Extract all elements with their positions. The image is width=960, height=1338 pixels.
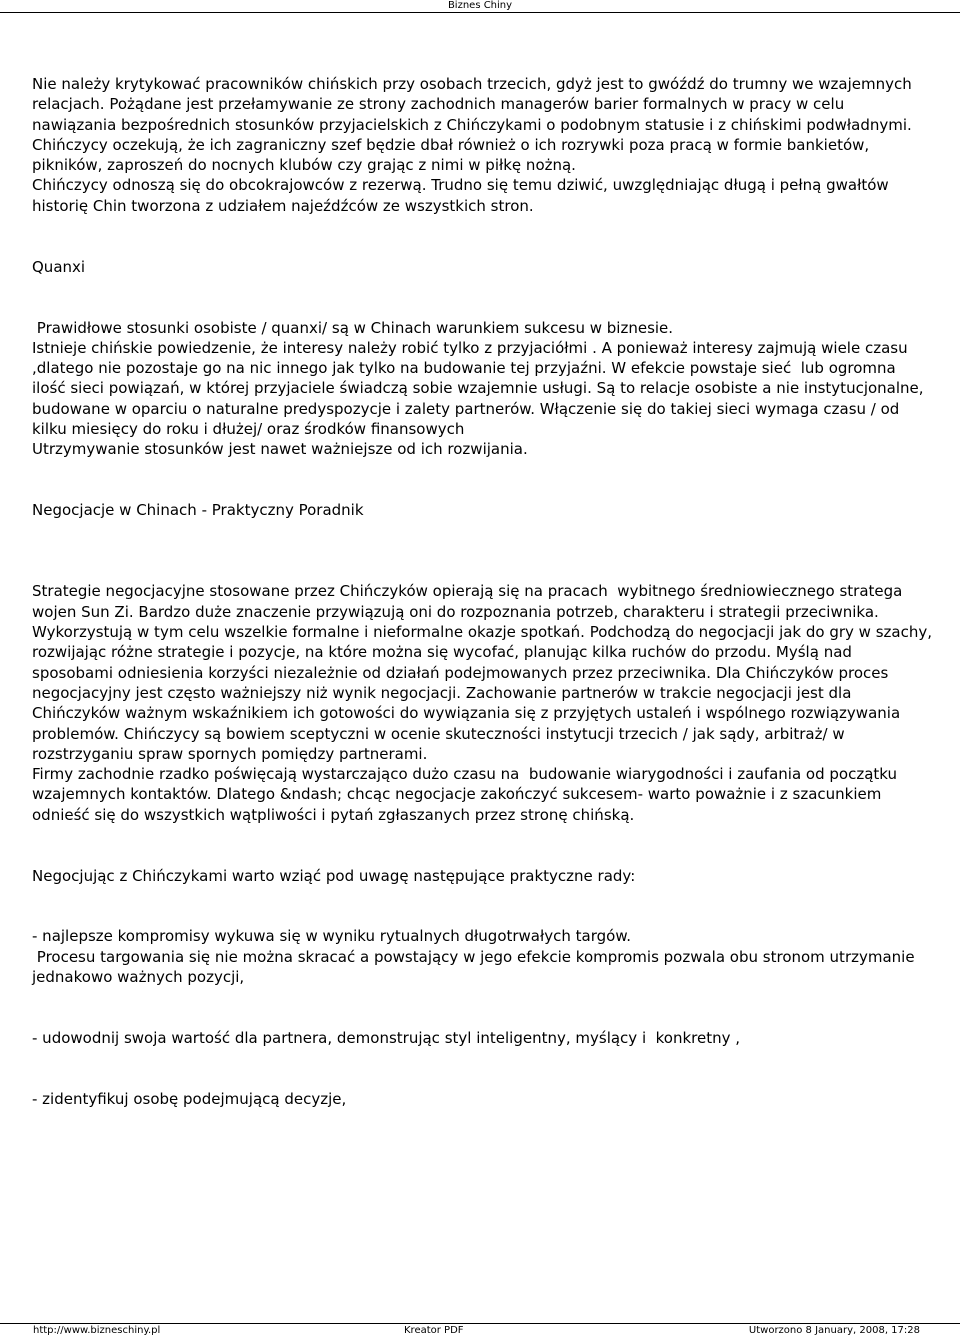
spacer — [32, 1048, 932, 1089]
spacer — [32, 216, 932, 257]
footer-divider — [0, 1323, 960, 1324]
footer-url-link[interactable]: http://www.bizneschiny.pl — [33, 1325, 161, 1336]
spacer — [32, 886, 932, 927]
spacer — [32, 825, 932, 866]
spacer — [32, 521, 932, 562]
heading-quanxi: Quanxi — [32, 257, 86, 276]
paragraph-quanxi-intro: Prawidłowe stosunki osobiste / quanxi/ są w Chinach warunkiem sukcesu w biznesie. — [32, 318, 674, 337]
paragraph-maintaining-relations: Utrzymywanie stosunków jest nawet ważniejsze od ich rozwijania. — [32, 440, 528, 459]
list-item-compromises: - najlepsze kompromisy wykuwa się w wyniku rytualnych długotrwałych targów. — [32, 927, 631, 946]
spacer — [32, 561, 932, 581]
heading-negotiation-guide: Negocjacje w Chinach - Praktyczny Poradnik — [32, 501, 364, 520]
running-header: Biznes Chiny — [447, 0, 513, 11]
spacer — [32, 277, 932, 318]
spacer — [32, 460, 932, 480]
paragraph-criticism: Nie należy krytykować pracowników chińskich przy osobach trzecich, gdyż jest to gwóźdź do trumny we wzajemnych relacjach. Pożądane jest przełamywanie ze strony zachodnich managerów barier formalnych w pracy w celu nawiązania bezpośrednich stosunków przyjacielskich z Chińczykami o podobnym statusie i z chińskimi podwładnymi. Chińczycy oczekują, że ich zagraniczny szef będzie dbał również o ich rozrywki poza pracą w formie bankietów, pikników, zaproszeń do nocnych klubów czy grając z nimi w piłkę nożną. — [32, 75, 917, 175]
list-item-prove-value: - udowodnij swoja wartość dla partnera, demonstrując styl inteligentny, myślący i konkretny , — [32, 1028, 741, 1047]
spacer — [32, 987, 932, 1028]
list-item-identify-decision-maker: - zidentyfikuj osobę podejmującą decyzje, — [32, 1089, 347, 1108]
paragraph-placeholder-glyph — [32, 480, 932, 500]
paragraph-negotiation-strategies: Strategie negocjacyjne stosowane przez Chińczyków opierają się na pracach wybitnego średniowiecznego stratega wojen Sun Zi. Bardzo duże znaczenie przywiązują oni do rozpoznania potrzeb, charakteru i strategii przeciwnika. Wykorzystują w tym celu wszelkie formalne i nieformalne okazje spotkań. Podchodzą do negocjacji jak do gry w szachy, rozwijając różne strategie i pozycje, na które można się wycofać, planując kilka ruchów do przodu. Myślą nad sposobami odniesienia korzyści niezależnie od działań podejmowanych przez przeciwnika. Dla Chińczyków proces negocjacyjny jest często ważniejszy niż wynik negocjacji. Zachowanie partnerów w trakcie negocjacji jest dla Chińczyków ważnym wskaźnikiem ich gotowości do wywiązania się z przyjętych ustaleń i wspólnego rozwiązywania problemów. Chińczycy są bowiem sceptyczni w ocenie skuteczności instytucji trzecich / jak sądy, arbitraż/ w rozstrzyganiu spraw spornych pomiędzy partnerami. — [32, 582, 937, 763]
paragraph-bargaining: Procesu targowania się nie można skracać a powstający w jego efekcie kompromis pozwala obu stronom utrzymanie jednakowo ważnych pozycji, — [32, 947, 920, 987]
document-body — [32, 74, 937, 1109]
footer-created-date: Utworzono 8 January, 2008, 17:28 — [748, 1325, 920, 1336]
page-footer — [0, 1325, 960, 1337]
paragraph-advice-intro: Negocjując z Chińczykami warto wziąć pod uwagę następujące praktyczne rady: — [32, 866, 636, 885]
paragraph-reserve: Chińczycy odnoszą się do obcokrajowców z rezerwą. Trudno się temu dziwić, uwzględniając długą i pełną gwałtów historię Chin tworzona z udziałem najeźdźców ze wszystkich stron. — [32, 176, 894, 215]
header-divider — [0, 12, 960, 13]
paragraph-friends-saying: Istnieje chińskie powiedzenie, że interesy należy robić tylko z przyjaciółmi . A ponieważ interesy zajmują wiele czasu ,dlatego nie pozostaje go na nic innego jak tylko na budowanie tej przyjaźni. W efekcie powstaje sieć lub ogromna ilość sieci powiązań, w której przyjaciele świadczą sobie wzajemnie usługi. Są to relacje osobiste a nie instytucjonalne, budowane w oparciu o naturalne predyspozycje i zalety partnerów. Włączenie się do takiej sieci wymaga czasu / od kilku miesięcy do roku i dłużej/ oraz środków finansowych — [32, 338, 929, 439]
footer-generator: Kreator PDF — [404, 1325, 464, 1336]
paragraph-western-firms: Firmy zachodnie rzadko poświęcają wystarczająco dużo czasu na budowanie wiarygodności i zaufania od początku wzajemnych kontaktów. Dlatego &ndash; chcąc negocjacje zakończyć sukcesem- warto poważnie i z szacunkiem odnieść się do wszystkich wątpliwości i pytań zgłaszanych przez stronę chińską. — [32, 765, 902, 824]
